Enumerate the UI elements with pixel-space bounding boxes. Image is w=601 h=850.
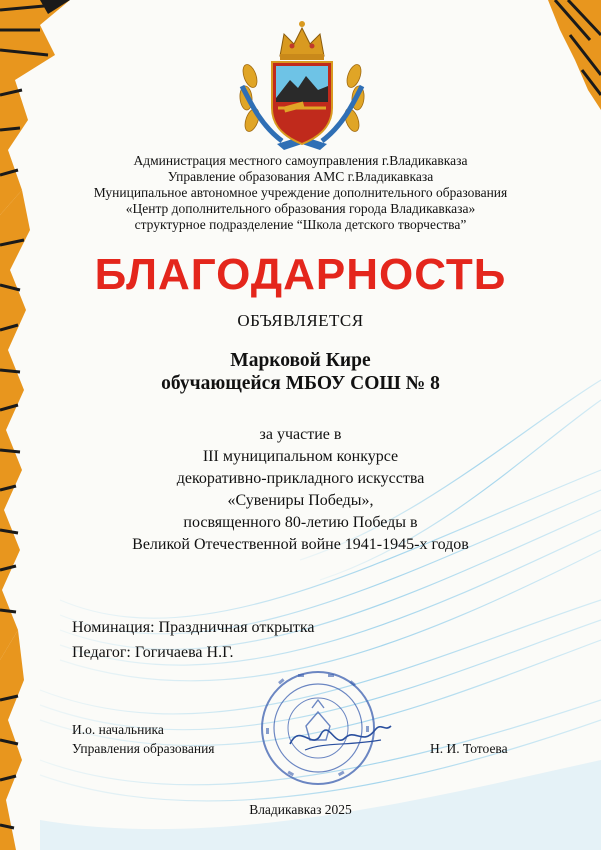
header-line-5: структурное подразделение “Школа детского творчества” (134, 217, 467, 232)
header-line-2: Управление образования АМС г.Владикавказа (167, 169, 434, 184)
reason-line-5: посвященного 80-летию Победы в (183, 514, 418, 531)
signatory-name: Н. И. Тотоева (430, 741, 508, 756)
header-line-3: Муниципальное автономное учреждение дополнительного образования (93, 185, 508, 200)
teacher-text: Педагог: Гогичаева Н.Г. (72, 644, 234, 661)
coat-of-arms-icon (232, 16, 372, 156)
reason-line-1: за участие в (259, 426, 342, 443)
reason-line-2: III муниципальном конкурсе (202, 448, 399, 465)
announce-text: ОБЪЯВЛЯЕТСЯ (237, 311, 364, 330)
signatory-position-2: Управления образования (72, 741, 215, 756)
reason-line-6: Великой Отечественной войне 1941-1945-х годов (132, 536, 469, 553)
reason-line-4: «Сувениры Победы», (227, 492, 374, 509)
signature-icon (285, 712, 395, 762)
signatory-position-1: И.о. начальника (72, 722, 164, 737)
recipient-school: обучающейся МБОУ СОШ № 8 (161, 373, 440, 394)
certificate-title: БЛАГОДАРНОСТЬ (94, 250, 507, 299)
city-year: Владикавказ 2025 (249, 802, 352, 817)
reason-line-3: декоративно-прикладного искусства (176, 470, 425, 487)
nomination-text: Номинация: Праздничная открытка (72, 619, 315, 636)
recipient-name: Марковой Кире (230, 350, 371, 371)
header-line-4: «Центр дополнительного образования города Владикавказа» (125, 201, 476, 216)
header-line-1: Администрация местного самоуправления г.Владикавказа (133, 153, 468, 168)
